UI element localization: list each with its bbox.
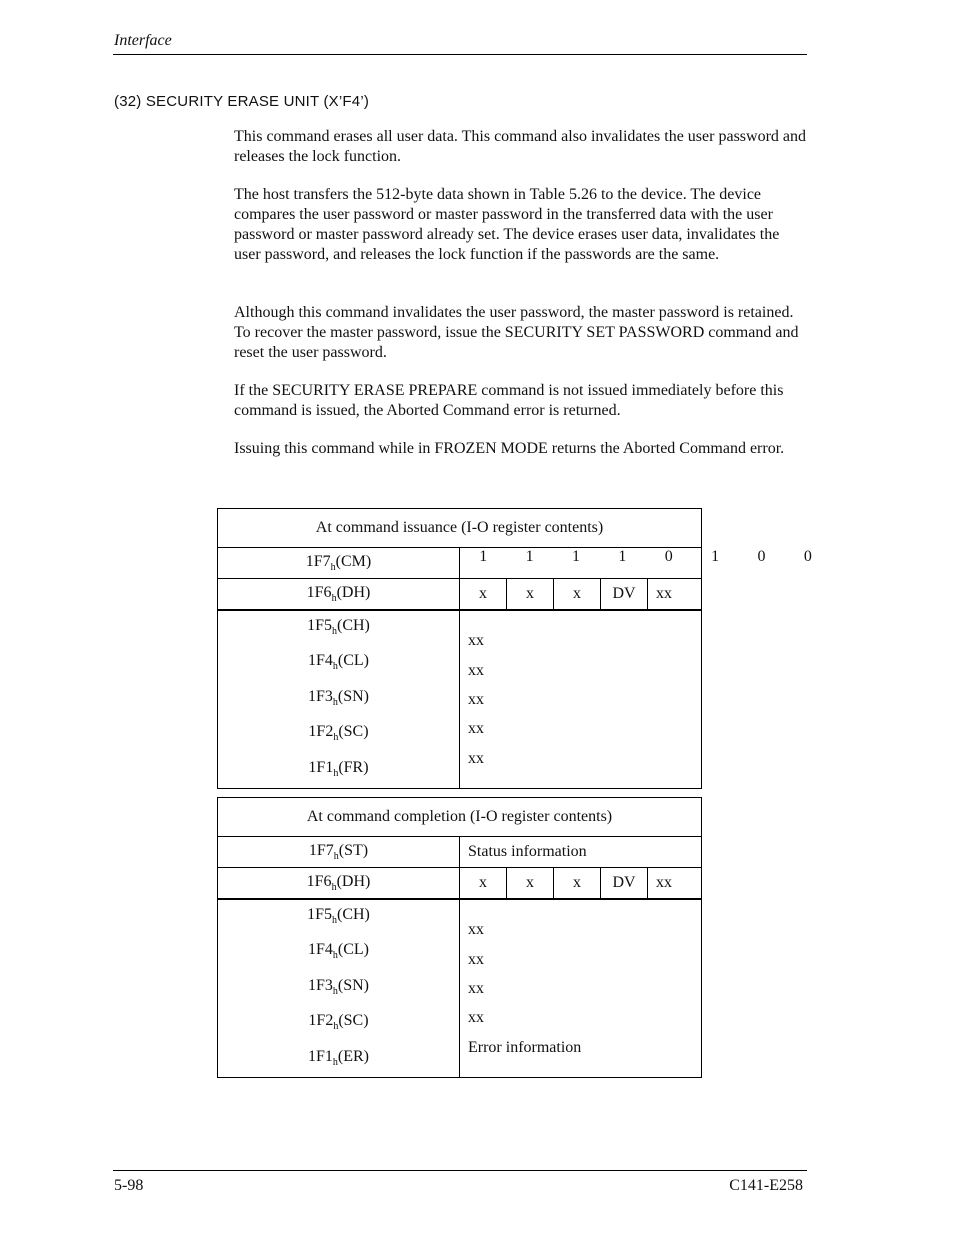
dh-bit-5: x bbox=[554, 579, 601, 609]
table-caption: At command completion (I-O register contents) bbox=[218, 798, 702, 837]
register-value: xx bbox=[468, 1009, 484, 1027]
register-value: xx bbox=[468, 950, 484, 968]
register-name: $1F6_h(DH)$ bbox=[218, 868, 460, 900]
table-caption: At command issuance (I-O register contents) bbox=[218, 509, 702, 548]
bit-0: 0 bbox=[803, 548, 812, 565]
completion-register-table bbox=[217, 797, 702, 1078]
register-value-list bbox=[460, 899, 702, 1078]
section-title: (32) SECURITY ERASE UNIT (X’F4’) bbox=[114, 93, 370, 110]
paragraph-5: Issuing this command while in FROZEN MODE returns the Aborted Command error. bbox=[234, 440, 785, 457]
paragraph-2: The host transfers the 512-byte data shown in Table 5.26 to the device. The device compares the user password or master password in the transferred data with the user password or master password already set. The device erases user data, invalidates the user password, and releases the lock function if the passwords are the same. bbox=[234, 186, 780, 263]
dh-head-bits: xx bbox=[656, 585, 672, 602]
register-name: $1F6_h(DH)$ bbox=[218, 579, 460, 611]
dh-bit-4: DV bbox=[601, 868, 648, 898]
dh-bit-6: x bbox=[507, 868, 554, 898]
bit-5: 1 bbox=[571, 548, 580, 565]
bit-6: 1 bbox=[525, 548, 534, 565]
dh-bit-6: x bbox=[507, 579, 554, 609]
paragraph-1: This command erases all user data. This command also invalidates the user password and releases the lock function. bbox=[234, 128, 806, 165]
register-value: xx bbox=[468, 661, 484, 679]
register-name: $1F7_h(CM)$ bbox=[218, 548, 460, 579]
running-header: Interface bbox=[114, 32, 172, 49]
dh-bit-7: x bbox=[460, 579, 507, 609]
bit-2: 1 bbox=[711, 548, 720, 565]
register-value: xx bbox=[468, 691, 484, 709]
dh-bits bbox=[460, 868, 702, 900]
page-number: 5-98 bbox=[114, 1177, 144, 1194]
register-value: Error information bbox=[468, 1038, 582, 1056]
register-name-list: $1F5_h(CH)$ $1F4_h(CL)$ $1F3_h(SN)$ $1F2_h(SC)$ $1F1_h(FR)$ bbox=[218, 610, 460, 789]
dh-bit-5: x bbox=[554, 868, 601, 898]
register-value-list bbox=[460, 610, 702, 789]
header-rule bbox=[113, 54, 807, 55]
paragraph-3: Although this command invalidates the user password, the master password is retained. To recover the master password, issue the SECURITY SET PASSWORD command and reset the user password. bbox=[234, 304, 799, 361]
footer-rule bbox=[113, 1170, 807, 1171]
bit-1: 0 bbox=[757, 548, 766, 565]
document-id: C141-E258 bbox=[729, 1177, 803, 1194]
register-value: xx bbox=[468, 720, 484, 738]
paragraph-4: If the SECURITY ERASE PREPARE command is not issued immediately before this command is issued, the Aborted Command error is returned. bbox=[234, 382, 784, 419]
dh-bit-7: x bbox=[460, 868, 507, 898]
dh-bit-4: DV bbox=[601, 579, 648, 609]
dh-bits bbox=[460, 579, 702, 611]
register-name-list: $1F5_h(CH)$ $1F4_h(CL)$ $1F3_h(SN)$ $1F2_h(SC)$ $1F1_h(ER)$ bbox=[218, 899, 460, 1078]
register-value: xx bbox=[468, 980, 484, 998]
bit-3: 0 bbox=[664, 548, 673, 565]
register-name: $1F7_h(ST)$ bbox=[218, 837, 460, 868]
dh-head-bits: xx bbox=[656, 874, 672, 891]
bit-4: 1 bbox=[618, 548, 627, 565]
status-value: Status information bbox=[460, 837, 702, 868]
register-value: xx bbox=[468, 921, 484, 939]
register-value: xx bbox=[468, 749, 484, 767]
command-bits bbox=[460, 548, 812, 579]
issuance-register-table bbox=[217, 508, 812, 789]
bit-7: 1 bbox=[479, 548, 488, 565]
register-value: xx bbox=[468, 632, 484, 650]
